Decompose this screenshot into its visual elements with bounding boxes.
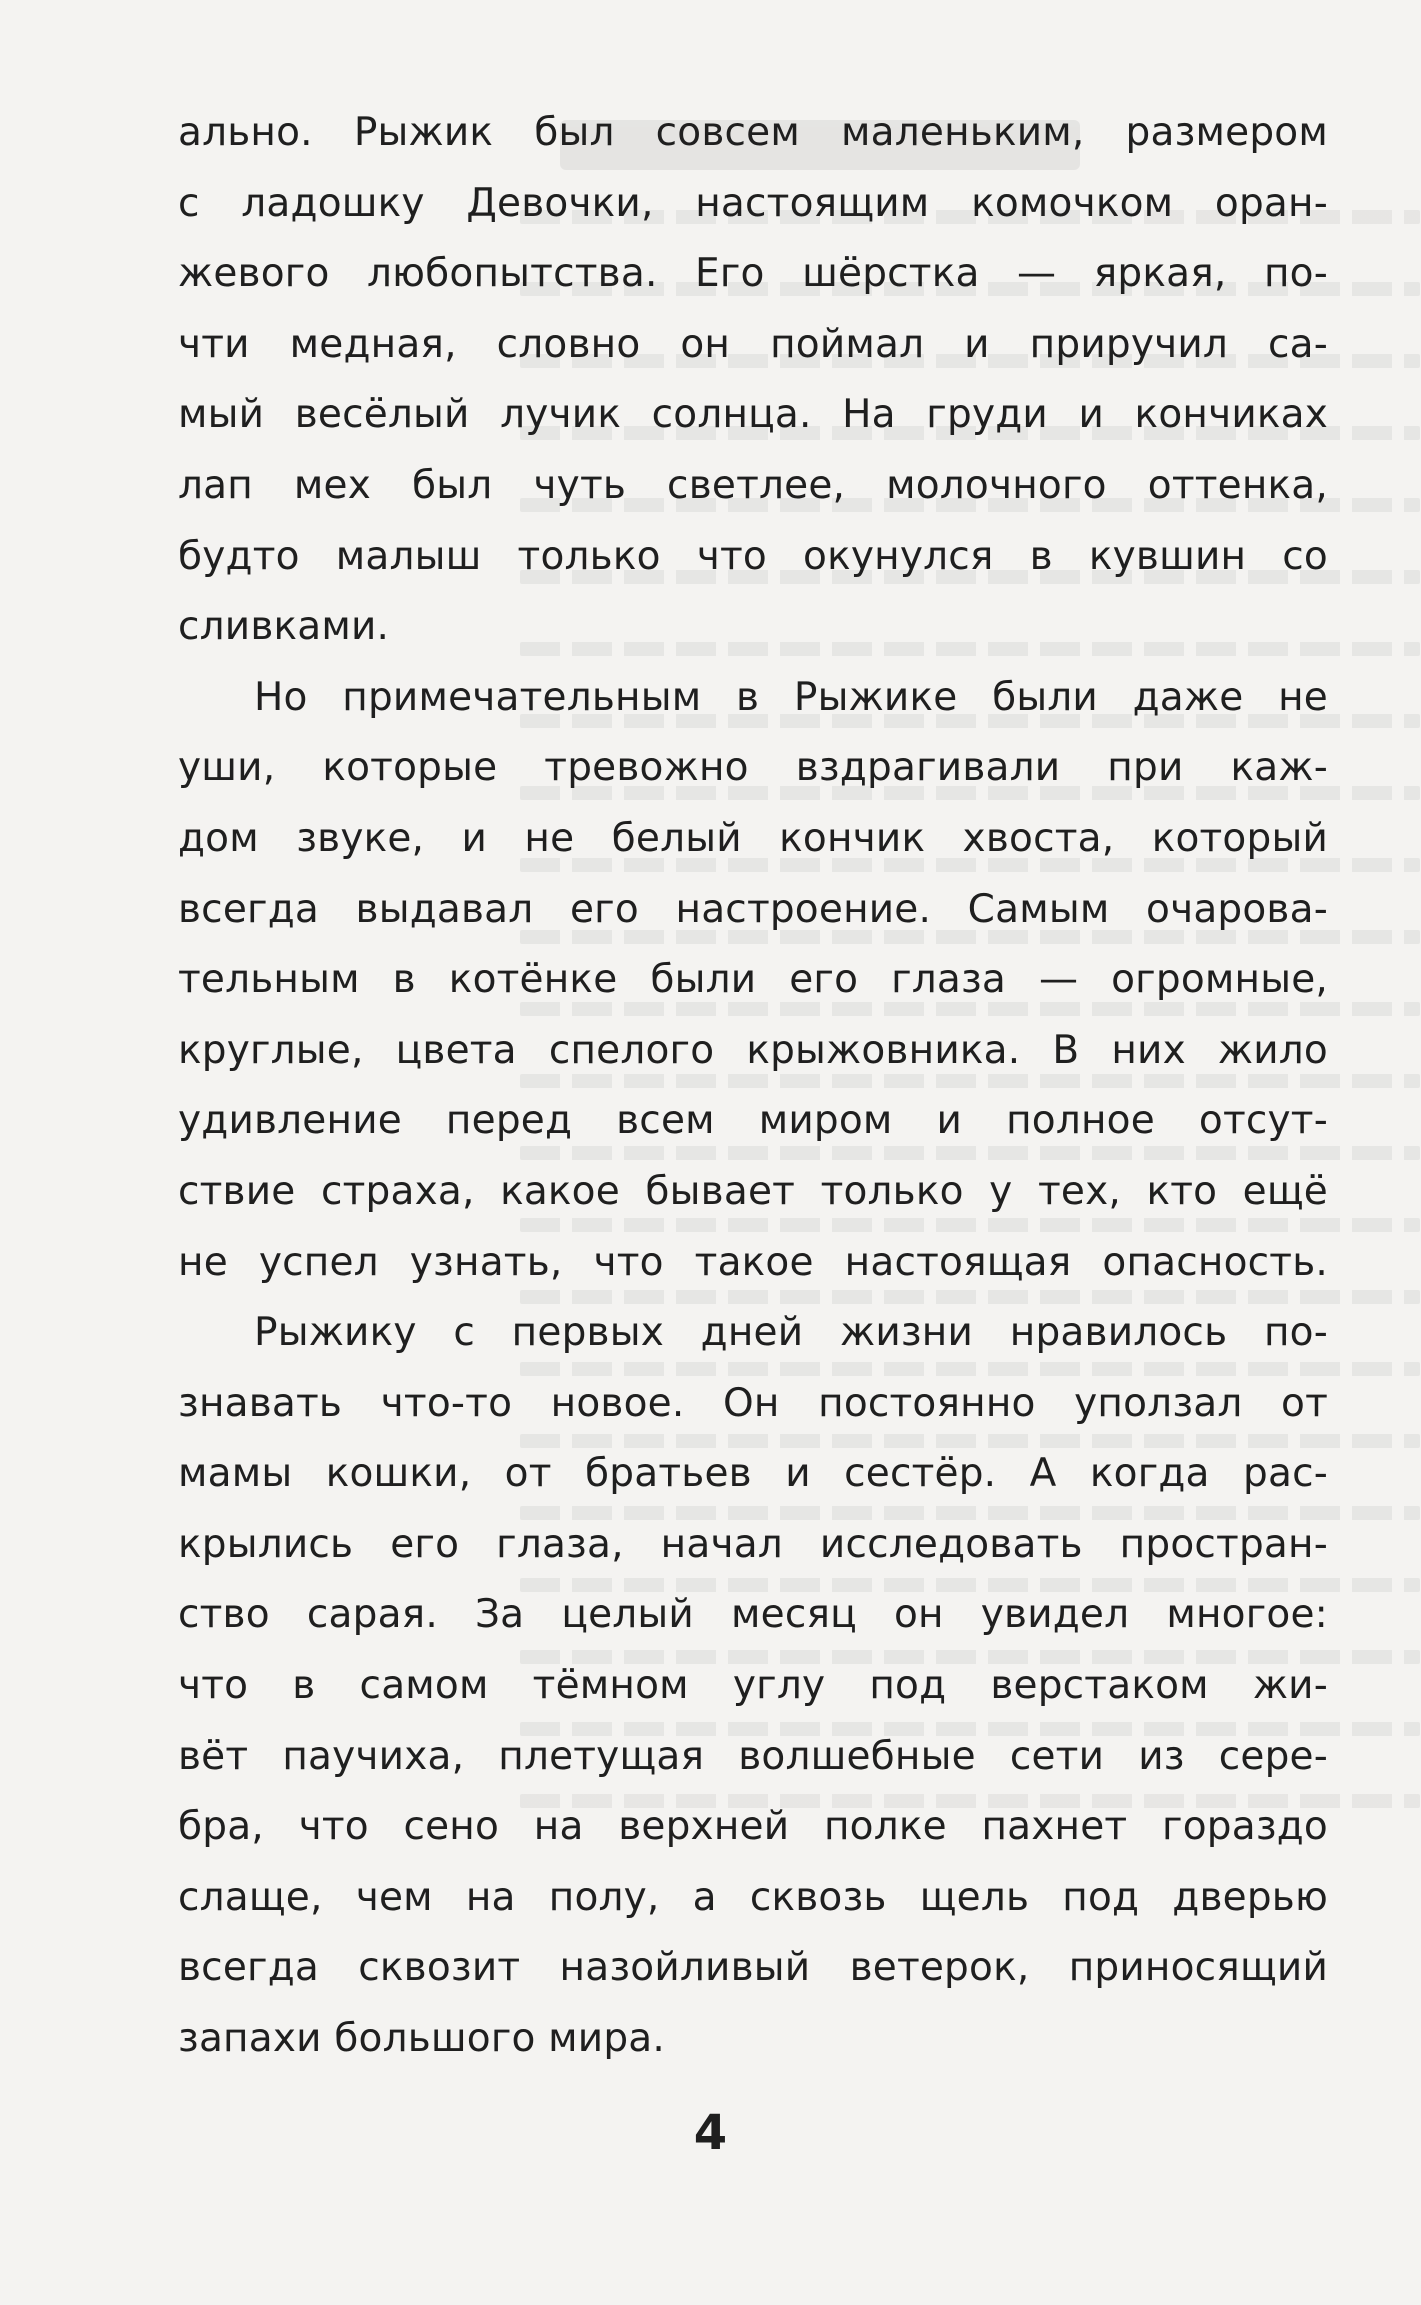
text-line: тельным в котёнке были его глаза — огромные, <box>178 957 1328 1003</box>
text-line: чти медная, словно он поймал и приручил са- <box>178 321 1328 367</box>
text-line: вёт паучиха, плетущая волшебные сети из сере- <box>178 1733 1328 1779</box>
page-number: 4 <box>693 2105 728 2161</box>
text-line: всегда сквозит назойливый ветерок, приносящий <box>178 1945 1328 1991</box>
paragraph-2 <box>178 663 1328 1298</box>
book-page-text <box>178 98 1328 2075</box>
text-line: ство сарая. За целый месяц он увидел многое: <box>178 1592 1328 1638</box>
paragraph-1 <box>178 98 1328 663</box>
text-line: будто малыш только что окунулся в кувшин со <box>178 533 1328 579</box>
text-line: запахи большого мира. <box>178 2016 665 2062</box>
text-line: Но примечательным в Рыжике были даже не <box>254 674 1328 720</box>
paragraph-3 <box>178 1298 1328 2075</box>
text-line: уши, которые тревожно вздрагивали при каж- <box>178 745 1328 791</box>
text-line: знавать что-то новое. Он постоянно уползал от <box>178 1380 1328 1426</box>
text-line: жевого любопытства. Его шёрстка — яркая, по- <box>178 251 1328 297</box>
text-line: лап мех был чуть светлее, молочного оттенка, <box>178 462 1328 508</box>
text-line: мый весёлый лучик солнца. На груди и кончиках <box>178 392 1328 438</box>
text-line: дом звуке, и не белый кончик хвоста, который <box>178 815 1328 861</box>
text-line: Рыжику с первых дней жизни нравилось по- <box>254 1310 1328 1356</box>
text-line: что в самом тёмном углу под верстаком жи- <box>178 1663 1328 1709</box>
text-line: всегда выдавал его настроение. Самым очарова- <box>178 886 1328 932</box>
text-line: с ладошку Девочки, настоящим комочком оран- <box>178 180 1328 226</box>
text-line: круглые, цвета спелого крыжовника. В них жило <box>178 1027 1328 1073</box>
text-line: ально. Рыжик был совсем маленьким, размером <box>178 110 1328 155</box>
text-line: мамы кошки, от братьев и сестёр. А когда рас- <box>178 1451 1328 1497</box>
text-line: ствие страха, какое бывает только у тех, кто ещё <box>178 1168 1328 1214</box>
text-line: крылись его глаза, начал исследовать простран- <box>178 1521 1328 1567</box>
text-line: бра, что сено на верхней полке пахнет гораздо <box>178 1804 1328 1850</box>
text-line: удивление перед всем миром и полное отсут- <box>178 1098 1328 1144</box>
text-line: не успел узнать, что такое настоящая опасность. <box>178 1239 1328 1285</box>
text-line: сливками. <box>178 604 390 650</box>
text-line: слаще, чем на полу, а сквозь щель под дверью <box>178 1874 1328 1920</box>
